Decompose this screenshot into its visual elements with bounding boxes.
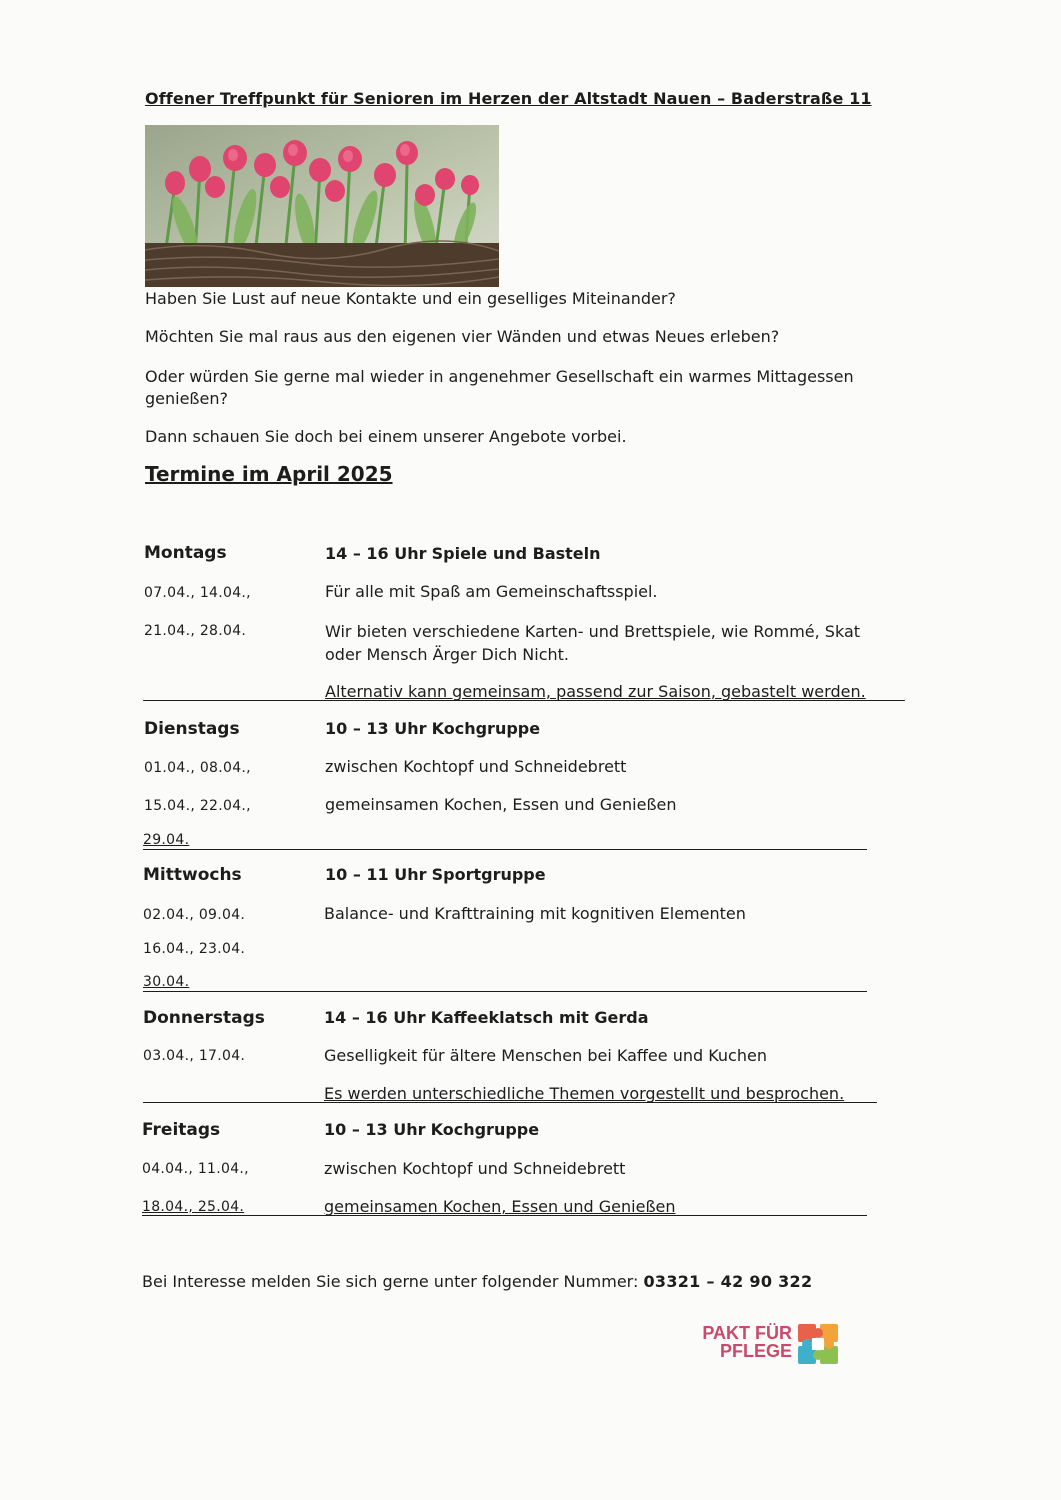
pakt-fuer-pflege-logo — [686, 1322, 846, 1372]
event-time: 10 – 13 Uhr — [324, 1120, 426, 1139]
logo-line-2: PFLEGE — [719, 1341, 792, 1361]
event-dates: 29.04. — [143, 832, 190, 848]
event-activity: Spiele und Basteln — [431, 544, 601, 563]
event-time: 10 – 11 Uhr — [325, 865, 427, 884]
event-dates: 21.04., 28.04. — [144, 623, 247, 639]
intro-line: Möchten Sie mal raus aus den eigenen vier Wänden und etwas Neues erleben? — [145, 327, 780, 346]
event-description: Es werden unterschiedliche Themen vorgestellt und besprochen. — [324, 1084, 845, 1103]
event-heading — [325, 544, 601, 563]
divider — [143, 991, 867, 992]
headline: Offener Treffpunkt für Senioren im Herzen der Altstadt Nauen – Baderstraße 11 — [145, 89, 872, 108]
day-label: Dienstags — [144, 719, 240, 739]
event-description: oder Mensch Ärger Dich Nicht. — [325, 645, 570, 664]
event-activity: Sportgruppe — [431, 865, 546, 884]
event-description: Balance- und Krafttraining mit kognitiven Elementen — [324, 904, 746, 923]
event-heading — [324, 1120, 539, 1139]
event-dates: 04.04., 11.04., — [142, 1161, 249, 1177]
tulip-photo — [145, 125, 499, 287]
contact-text: Bei Interesse melden Sie sich gerne unter folgender Nummer: — [142, 1272, 639, 1291]
day-label: Montags — [144, 543, 227, 563]
event-dates: 18.04., 25.04. — [142, 1199, 245, 1215]
day-label: Mittwochs — [143, 865, 242, 885]
intro-line: Oder würden Sie gerne mal wieder in angenehmer Gesellschaft ein warmes Mittagessen genießen? — [145, 367, 854, 408]
event-dates: 16.04., 23.04. — [143, 941, 246, 957]
event-activity: Kochgruppe — [430, 1120, 540, 1139]
event-description: Alternativ kann gemeinsam, passend zur Saison, gebastelt werden. — [325, 682, 866, 701]
event-activity: Kaffeeklatsch mit Gerda — [430, 1008, 649, 1027]
event-description: gemeinsamen Kochen, Essen und Genießen — [324, 1197, 676, 1216]
event-time: 14 – 16 Uhr — [324, 1008, 426, 1027]
divider — [143, 1102, 877, 1103]
puzzle-icon — [796, 1322, 840, 1366]
event-heading — [325, 865, 546, 884]
day-label: Donnerstags — [143, 1008, 265, 1028]
event-dates: 01.04., 08.04., — [144, 760, 251, 776]
event-time: 14 – 16 Uhr — [325, 544, 427, 563]
event-dates: 30.04. — [143, 974, 190, 990]
event-time: 10 – 13 Uhr — [325, 719, 427, 738]
event-description: Geselligkeit für ältere Menschen bei Kaffee und Kuchen — [324, 1046, 767, 1065]
logo-line-1: PAKT FÜR — [702, 1323, 792, 1343]
event-heading — [325, 719, 540, 738]
divider — [143, 700, 905, 701]
event-description: zwischen Kochtopf und Schneidebrett — [325, 757, 627, 776]
intro-line: Dann schauen Sie doch bei einem unserer Angebote vorbei. — [145, 427, 627, 446]
event-dates: 02.04., 09.04. — [143, 907, 246, 923]
event-description: gemeinsamen Kochen, Essen und Genießen — [325, 795, 677, 814]
event-description: zwischen Kochtopf und Schneidebrett — [324, 1159, 626, 1178]
event-description: Wir bieten verschiedene Karten- und Brettspiele, wie Rommé, Skat — [325, 622, 861, 641]
intro-line: Haben Sie Lust auf neue Kontakte und ein geselliges Miteinander? — [145, 289, 676, 308]
phone-number: 03321 – 42 90 322 — [643, 1272, 813, 1291]
event-description: Für alle mit Spaß am Gemeinschaftsspiel. — [325, 582, 658, 601]
event-dates: 07.04., 14.04., — [144, 585, 251, 601]
event-heading — [324, 1008, 649, 1027]
divider — [142, 1215, 867, 1216]
event-dates: 15.04., 22.04., — [144, 798, 251, 814]
event-activity: Kochgruppe — [431, 719, 541, 738]
event-dates: 03.04., 17.04. — [143, 1048, 246, 1064]
day-label: Freitags — [142, 1120, 221, 1140]
divider — [143, 849, 867, 850]
section-title: Termine im April 2025 — [145, 462, 393, 486]
contact-line — [142, 1272, 812, 1291]
